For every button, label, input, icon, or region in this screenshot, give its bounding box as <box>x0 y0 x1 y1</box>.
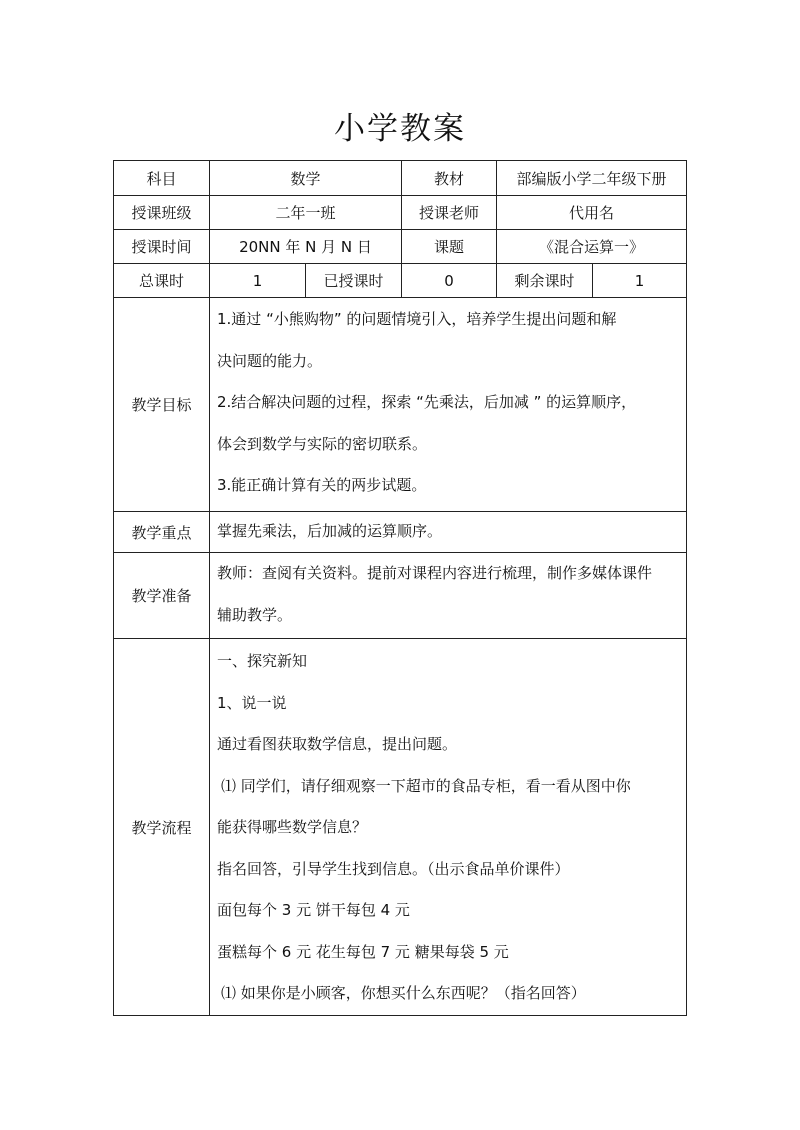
key-points-label: 教学重点 <box>114 512 210 553</box>
process-line: 面包每个 3 元 饼干每包 4 元 <box>217 901 410 919</box>
total-hours-label: 总课时 <box>114 264 210 298</box>
table-row-class <box>114 196 687 230</box>
preparation-label: 教学准备 <box>114 553 210 639</box>
preparation-content <box>210 553 687 639</box>
subject-label: 科目 <box>114 161 210 196</box>
process-line: 一、探究新知 <box>217 652 308 670</box>
taught-hours-value: 0 <box>402 264 497 298</box>
goals-line: 3.能正确计算有关的两步试题。 <box>217 476 427 494</box>
topic-value: 《混合运算一》 <box>497 230 687 264</box>
table-row-process <box>114 639 687 1016</box>
process-content <box>210 639 687 1016</box>
goals-line: 体会到数学与实际的密切联系。 <box>217 434 428 453</box>
subject-value: 数学 <box>210 161 402 196</box>
lesson-plan-table <box>113 160 687 1016</box>
process-label: 教学流程 <box>114 639 210 1016</box>
process-line: 蛋糕每个 6 元 花生每包 7 元 糖果每袋 5 元 <box>217 942 509 961</box>
remaining-hours-value: 1 <box>593 264 687 298</box>
goals-line: 1.通过 “小熊购物” 的问题情境引入，培养学生提出问题和解 <box>217 310 617 328</box>
goals-line: 决问题的能力。 <box>217 351 323 370</box>
total-hours-value: 1 <box>210 264 306 298</box>
page-title: 小学教案 <box>334 111 466 147</box>
time-label: 授课时间 <box>114 230 210 264</box>
goals-label: 教学目标 <box>114 298 210 512</box>
goals-line: 2.结合解决问题的过程，探索 “先乘法，后加减 ” 的运算顺序， <box>217 393 637 411</box>
preparation-line: 辅助教学。 <box>217 605 293 624</box>
textbook-label: 教材 <box>402 161 497 196</box>
table-row-subject <box>114 161 687 196</box>
time-value: 20NN 年 N 月 N 日 <box>210 230 402 264</box>
teacher-label: 授课老师 <box>402 196 497 230</box>
taught-hours-label: 已授课时 <box>306 264 402 298</box>
class-label: 授课班级 <box>114 196 210 230</box>
process-line: ⑴ 如果你是小顾客，你想买什么东西呢？（指名回答） <box>221 984 586 1002</box>
process-line: 能获得哪些数学信息？ <box>217 818 368 836</box>
teacher-value: 代用名 <box>497 196 687 230</box>
textbook-value: 部编版小学二年级下册 <box>497 161 687 196</box>
class-value: 二年一班 <box>210 196 402 230</box>
remaining-hours-label: 剩余课时 <box>497 264 593 298</box>
goals-content <box>210 298 687 512</box>
topic-label: 课题 <box>402 230 497 264</box>
key-points-text: 掌握先乘法，后加减的运算顺序。 <box>217 522 443 540</box>
process-line: ⑴ 同学们，请仔细观察一下超市的食品专柜，看一看从图中你 <box>221 776 631 795</box>
table-row-time <box>114 230 687 264</box>
table-row-goals <box>114 298 687 512</box>
process-line: 指名回答，引导学生找到信息。（出示食品单价课件） <box>217 859 570 878</box>
process-line: 1、说一说 <box>217 693 287 712</box>
table-row-hours <box>114 264 687 298</box>
preparation-line: 教师：查阅有关资料。提前对课程内容进行梳理，制作多媒体课件 <box>217 564 653 582</box>
table-row-key-points <box>114 512 687 553</box>
process-line: 通过看图获取数学信息，提出问题。 <box>217 735 458 753</box>
table-row-preparation <box>114 553 687 639</box>
key-points-content <box>210 512 687 553</box>
